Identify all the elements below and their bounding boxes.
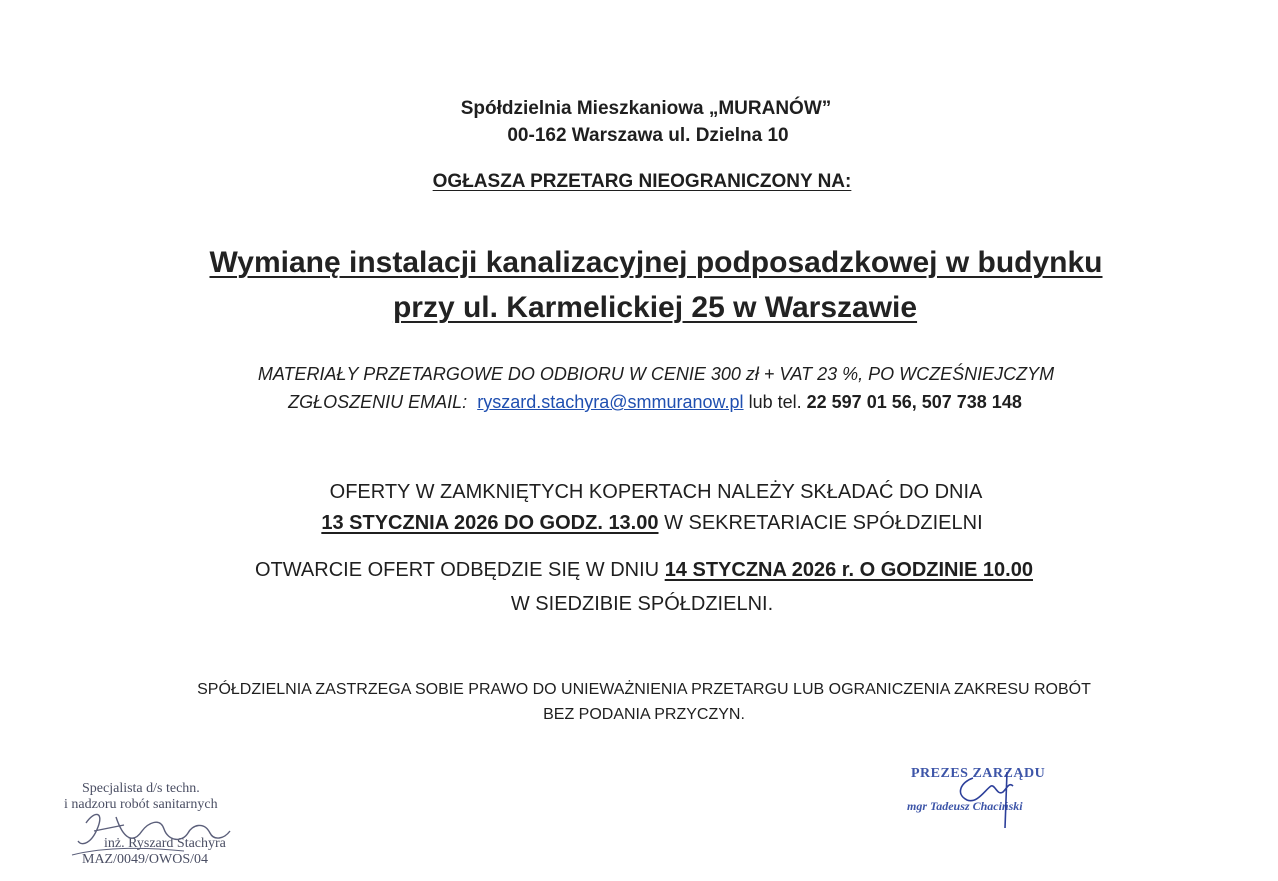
- tender-subject-line-1: [17, 246, 1278, 280]
- materials-line-1: MATERIAŁY PRZETARGOWE DO ODBIORU W CENIE 300 zł + VAT 23 %, PO WCZEŚNIEJCZYM: [257, 364, 1055, 384]
- specialist-stamp-line-1: Specjalista d/s techn.: [82, 781, 200, 796]
- tender-subject-text-1: Wymianę instalacji kanalizacyjnej podposadzkowej w budynku: [209, 246, 1103, 279]
- phone-numbers: 22 597 01 56, 507 738 148: [806, 392, 1022, 412]
- opening-line-1: [5, 559, 1278, 582]
- specialist-stamp-license: MAZ/0049/OWOS/04: [82, 852, 208, 867]
- president-stamp: [905, 762, 1065, 832]
- offers-place: W SEKRETARIACIE SPÓŁDZIELNI: [664, 512, 983, 534]
- specialist-stamp: [64, 781, 264, 881]
- specialist-signature-icon: [64, 781, 264, 881]
- materials-line-2: [16, 392, 1278, 413]
- organization-address: 00-162 Warszawa ul. Dzielna 10: [507, 125, 789, 146]
- reservation-line-1: SPÓŁDZIELNIA ZASTRZEGA SOBIE PRAWO DO UNIEWAŻNIENIA PRZETARGU LUB OGRANICZENIA ZAKRESU ROBÓT: [197, 681, 1091, 698]
- opening-place: W SIEDZIBIE SPÓŁDZIELNI.: [510, 593, 774, 615]
- phone-label: lub tel.: [748, 392, 802, 412]
- president-signature-icon: [905, 762, 1065, 832]
- announcement-text: OGŁASZA PRZETARG NIEOGRANICZONY NA:: [432, 171, 852, 192]
- offers-line-1: OFERTY W ZAMKNIĘTYCH KOPERTACH NALEŻY SKŁADAĆ DO DNIA: [329, 481, 983, 503]
- materials-email-label: ZGŁOSZENIU EMAIL:: [288, 392, 468, 412]
- offers-line-2: [13, 512, 1278, 535]
- president-stamp-title: PREZES ZARZĄDU: [911, 766, 1046, 781]
- offers-deadline: 13 STYCZNIA 2026 DO GODZ. 13.00: [321, 512, 659, 534]
- opening-prefix: OTWARCIE OFERT ODBĘDZIE SIĘ W DNIU: [255, 559, 660, 581]
- president-stamp-name: mgr Tadeusz Chaciński: [907, 799, 1023, 813]
- contact-email-link[interactable]: ryszard.stachyra@smmuranow.pl: [477, 392, 744, 412]
- specialist-stamp-line-2: i nadzoru robót sanitarnych: [64, 797, 218, 812]
- opening-date: 14 STYCZNA 2026 r. O GODZINIE 10.00: [664, 559, 1033, 581]
- tender-subject-line-2: [16, 291, 1278, 325]
- reservation-line-2: BEZ PODANIA PRZYCZYN.: [543, 706, 745, 723]
- organization-name: Spółdzielnia Mieszkaniowa „MURANÓW”: [460, 98, 832, 119]
- tender-subject-text-2: przy ul. Karmelickiej 25 w Warszawie: [392, 291, 918, 324]
- specialist-stamp-name: inż. Ryszard Stachyra: [104, 836, 226, 851]
- announcement-heading: [3, 171, 1278, 193]
